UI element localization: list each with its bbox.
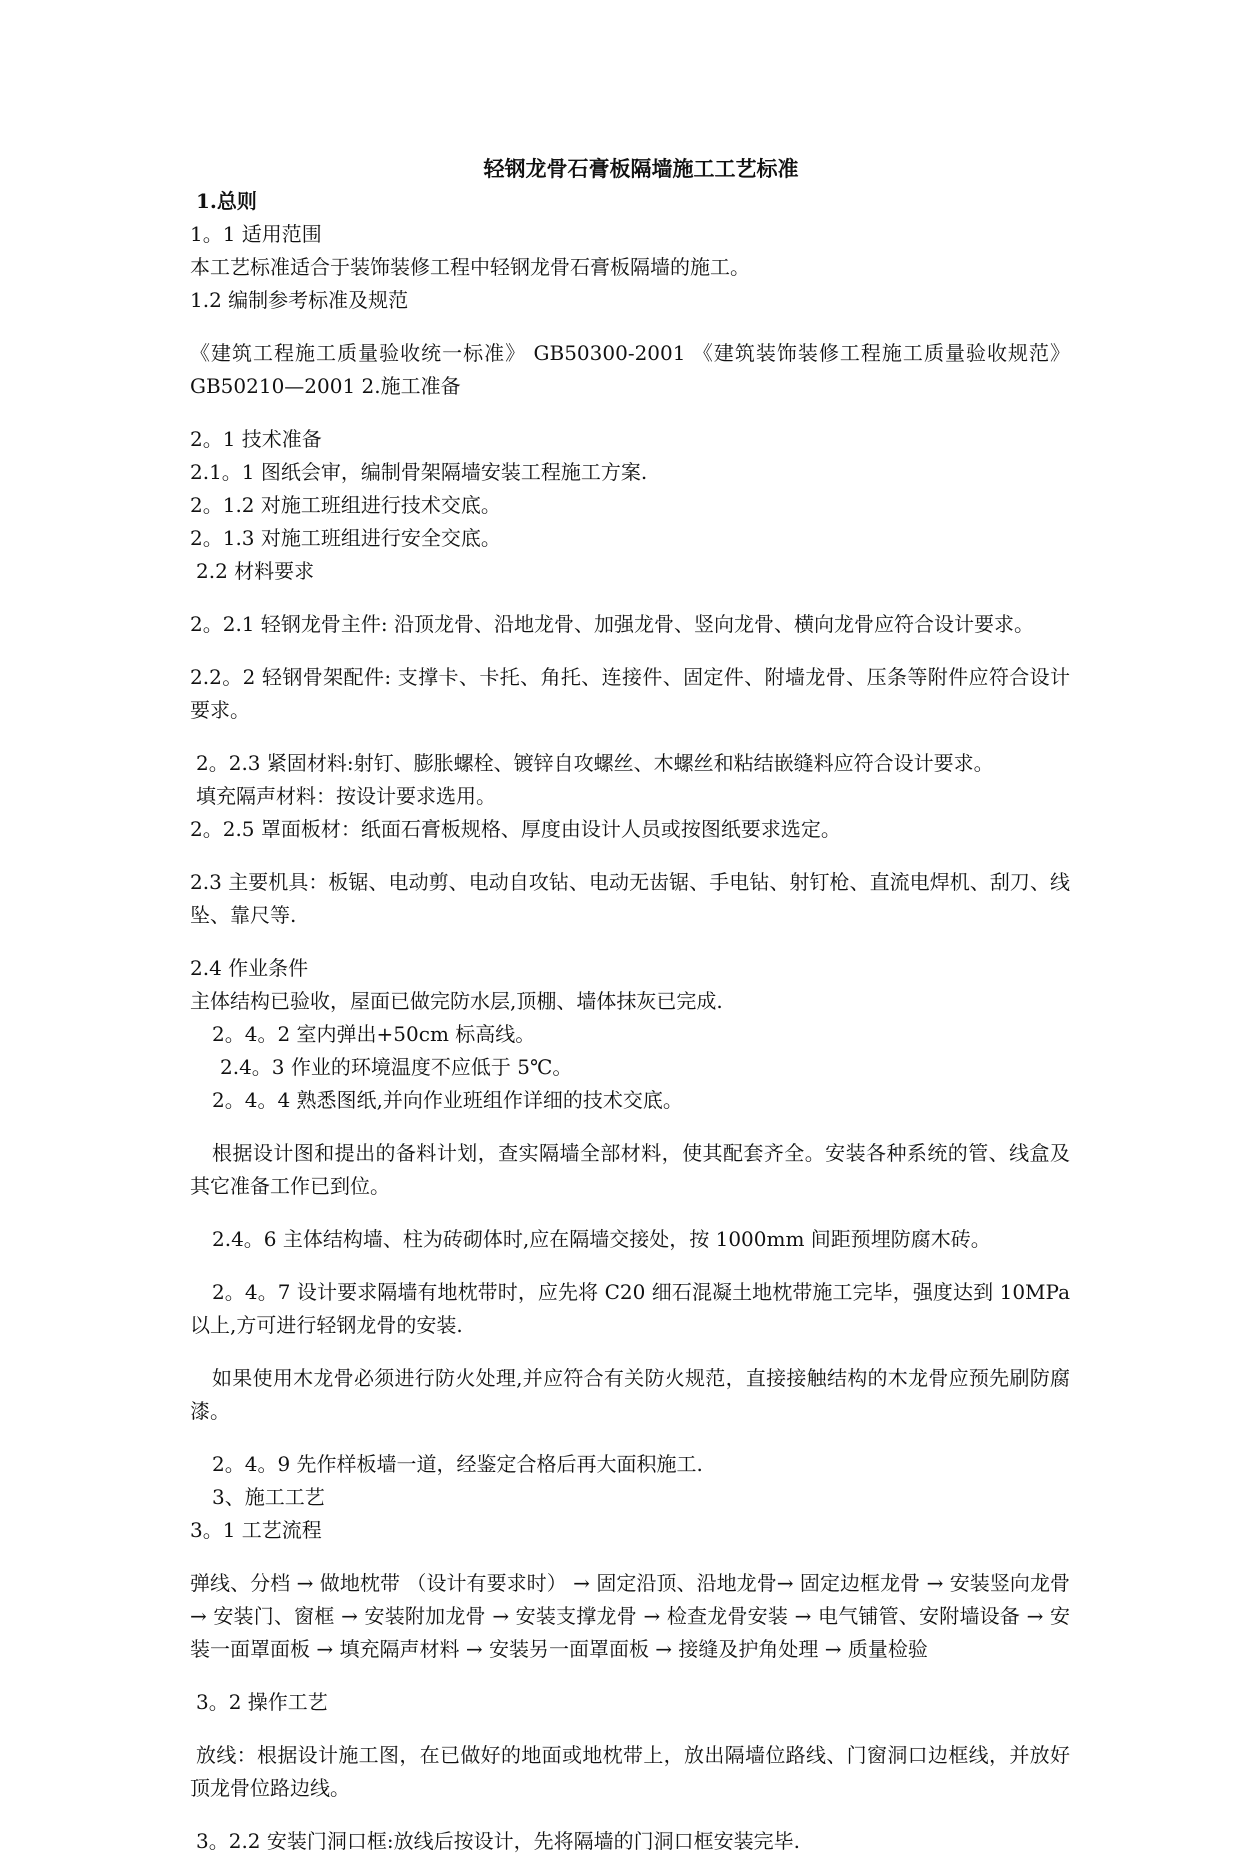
subsection-heading: 2。1 技术准备 [190,427,322,451]
paragraph: 《建筑工程施工质量验收统一标准》 GB50300-2001 《建筑装饰装修工程施工质量验收规范》 GB50210—2001 2.施工准备 [190,341,1070,398]
document-title: 轻钢龙骨石膏板隔墙施工工艺标准 [483,156,799,181]
paragraph: 2。4。4 熟悉图纸,并向作业班组作详细的技术交底。 [212,1088,683,1112]
paragraph: 2。2.3 紧固材料:射钉、膨胀螺栓、镀锌自攻螺丝、木螺丝和粘结嵌缝料应符合设计要求。 [196,751,994,775]
paragraph: 如果使用木龙骨必须进行防火处理,并应符合有关防火规范，直接接触结构的木龙骨应预先刷防腐漆。 [190,1366,1070,1423]
subsection-heading: 2.2 材料要求 [196,559,315,583]
paragraph: 2。1.2 对施工班组进行技术交底。 [190,493,501,517]
paragraph: 2.2。2 轻钢骨架配件: 支撑卡、卡托、角托、连接件、固定件、附墙龙骨、压条等附件应符合设计要求。 [190,665,1070,722]
paragraph: 2。1.3 对施工班组进行安全交底。 [190,526,501,550]
document-body [190,152,1070,1858]
paragraph: 2.3 主要机具：板锯、电动剪、电动自攻钻、电动无齿锯、手电钻、射钉枪、直流电焊机、刮刀、线坠、靠尺等. [190,870,1070,927]
paragraph: 3。2.2 安装门洞口框:放线后按设计，先将隔墙的门洞口框安装完毕. [196,1829,800,1853]
paragraph: 2。4。7 设计要求隔墙有地枕带时，应先将 C20 细石混凝土地枕带施工完毕，强度达到 10MPa 以上,方可进行轻钢龙骨的安装. [190,1280,1070,1337]
section-heading: 3、施工工艺 [212,1485,325,1509]
subsection-heading: 2.4 作业条件 [190,956,309,980]
paragraph: 2.1。1 图纸会审，编制骨架隔墙安装工程施工方案. [190,460,648,484]
paragraph: 2。2.5 罩面板材：纸面石膏板规格、厚度由设计人员或按图纸要求选定。 [190,817,841,841]
paragraph: 本工艺标准适合于装饰装修工程中轻钢龙骨石膏板隔墙的施工。 [190,255,750,279]
paragraph: 2。2.1 轻钢龙骨主件: 沿顶龙骨、沿地龙骨、加强龙骨、竖向龙骨、横向龙骨应符合设计要求。 [190,612,1034,636]
paragraph: 弹线、分档 → 做地枕带 （设计有要求时） → 固定沿顶、沿地龙骨→ 固定边框龙骨 → 安装竖向龙骨 → 安装门、窗框 → 安装附加龙骨 → 安装支撑龙骨 → 检查龙骨安装 → 电气铺管、安附墙设备 → 安装一面罩面板 → 填充隔声材料 → 安装另一面罩面板 → 接缝及护角处理 → 质量检验 [190,1571,1070,1661]
paragraph: 主体结构已验收，屋面已做完防水层,顶棚、墙体抹灰已完成. [190,989,723,1013]
paragraph: 2.4。6 主体结构墙、柱为砖砌体时,应在隔墙交接处，按 1000mm 间距预埋防腐木砖。 [212,1227,991,1251]
subsection-heading: 1.2 编制参考标准及规范 [190,288,409,312]
paragraph: 2.4。3 作业的环境温度不应低于 5℃。 [220,1055,573,1079]
paragraph: 放线：根据设计施工图，在已做好的地面或地枕带上，放出隔墙位路线、门窗洞口边框线，并放好顶龙骨位路边线。 [190,1743,1070,1800]
subsection-heading: 3。2 操作工艺 [196,1690,328,1714]
subsection-heading: 3。1 工艺流程 [190,1518,322,1542]
subsection-heading: 1。1 适用范围 [190,222,322,246]
paragraph: 根据设计图和提出的备料计划，查实隔墙全部材料，使其配套齐全。安装各种系统的管、线盒及其它准备工作已到位。 [190,1141,1070,1198]
section-heading: 1.总则 [196,189,257,213]
paragraph: 填充隔声材料：按设计要求选用。 [196,784,496,808]
paragraph: 2。4。9 先作样板墙一道，经鉴定合格后再大面积施工. [212,1452,703,1476]
paragraph: 2。4。2 室内弹出+50cm 标高线。 [212,1022,536,1046]
